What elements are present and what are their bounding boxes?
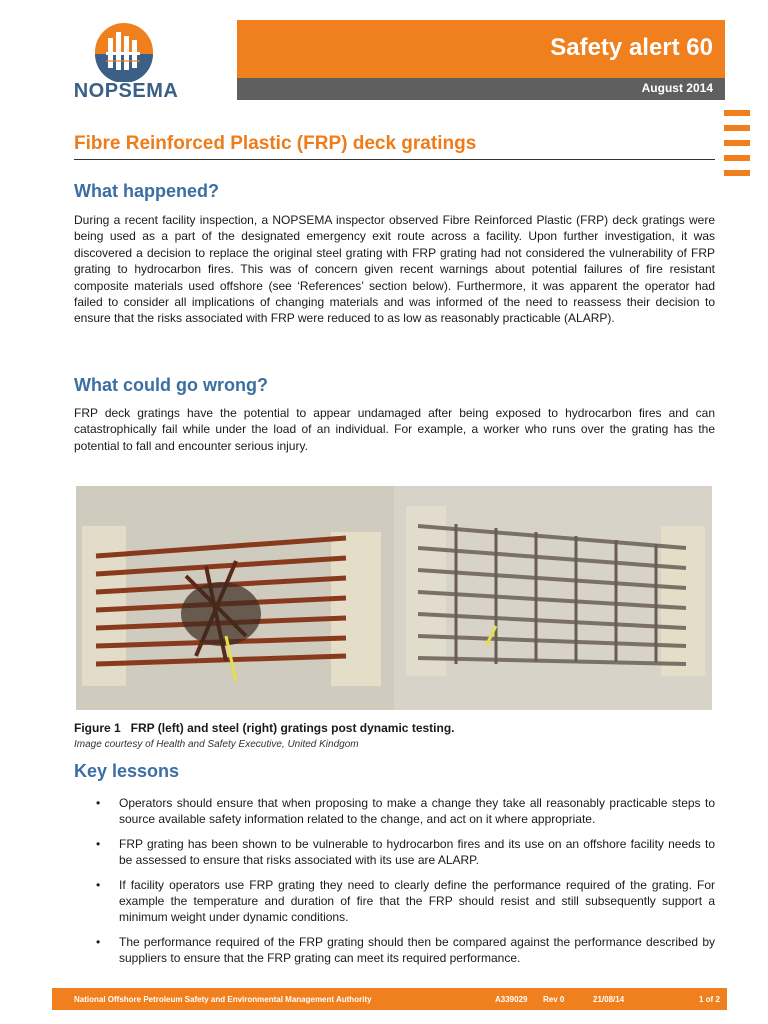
bullet-icon: • xyxy=(96,877,101,892)
lesson-text: FRP grating has been shown to be vulnerable to hydrocarbon fires and its use on an offshore facility needs to be assessed to ensure that risks associated with its use are ALARP. xyxy=(119,836,715,868)
lesson-text: If facility operators use FRP grating they need to clearly define the performance required of the grating. For example the temperature and duration of fire that the FRP should resist and still subsequently support a minimum weight under dynamic conditions. xyxy=(119,877,715,925)
list-item xyxy=(74,934,715,967)
lesson-text: The performance required of the FRP grating should then be compared against the performance described by suppliers to ensure that the FRP grating can meet its required performance. xyxy=(119,934,715,966)
bullet-icon: • xyxy=(96,796,101,810)
list-item xyxy=(74,877,715,926)
list-item xyxy=(74,836,715,869)
what-happened-text: During a recent facility inspection, a NOPSEMA inspector observed Fibre Reinforced Plastic (FRP) deck gratings were being used as a part of the designated emergency exit route across a facility. Upon further investigation, it was discovered a decision to replace the original steel grating with FRP grating had not considered the vulnerability of FRP grating to hydrocarbon fires. This was of concern given recent warnings about potential failures of fire resistant composite materials used offshore (see ‘References’ section below). Furthermore, it was apparent the operator had failed to consider all implications of changing materials and was informed of the need to reassess their decision to ensure that the risks associated with FRP were reduced to as low as reasonably practicable (ALARP). xyxy=(74,213,715,326)
page-footer xyxy=(52,988,727,1010)
logo-wordmark: NOPSEMA xyxy=(73,80,179,102)
alert-date: August 2014 xyxy=(641,81,713,95)
figure-caption: Figure 1 FRP (left) and steel (right) gratings post dynamic testing. xyxy=(74,721,455,735)
footer-org: National Offshore Petroleum Safety and Environmental Management Authority xyxy=(74,995,372,1004)
nopsema-logo-icon xyxy=(94,22,154,82)
nopsema-logo xyxy=(66,22,186,112)
section-heading-what-could-go-wrong: What could go wrong? xyxy=(74,375,268,395)
date-banner xyxy=(237,78,725,100)
footer-date: 21/08/14 xyxy=(593,995,625,1004)
bullet-icon: • xyxy=(96,836,101,851)
title-divider xyxy=(74,159,715,160)
section-heading-what-happened: What happened? xyxy=(74,181,219,201)
grating-test-photo xyxy=(76,486,712,710)
lesson-text: Operators should ensure that when proposing to make a change they take all reasonably practicable steps to source available safety information related to the change, and act on it where appropriate. xyxy=(119,796,715,827)
key-lessons-list xyxy=(74,795,715,975)
figure-credit: Image courtesy of Health and Safety Executive, United Kindgom xyxy=(74,739,359,750)
document-title: Fibre Reinforced Plastic (FRP) deck gratings xyxy=(74,133,477,154)
alert-title: Safety alert 60 xyxy=(550,34,713,61)
bullet-icon: • xyxy=(96,934,101,949)
decorative-stripes xyxy=(724,110,750,185)
safety-alert-banner xyxy=(237,20,725,78)
section-heading-key-lessons: Key lessons xyxy=(74,761,180,781)
footer-doc-id: A339029 xyxy=(495,995,528,1004)
footer-page: 1 of 2 xyxy=(699,995,720,1004)
list-item xyxy=(74,795,715,828)
footer-rev: Rev 0 xyxy=(543,995,565,1004)
what-could-go-wrong-text: FRP deck gratings have the potential to appear undamaged after being exposed to hydrocarbon fires and can catastrophically fail while under the load of an individual. For example, a worker who runs over the grating has the potential to fall and encounter serious injury. xyxy=(74,406,715,453)
